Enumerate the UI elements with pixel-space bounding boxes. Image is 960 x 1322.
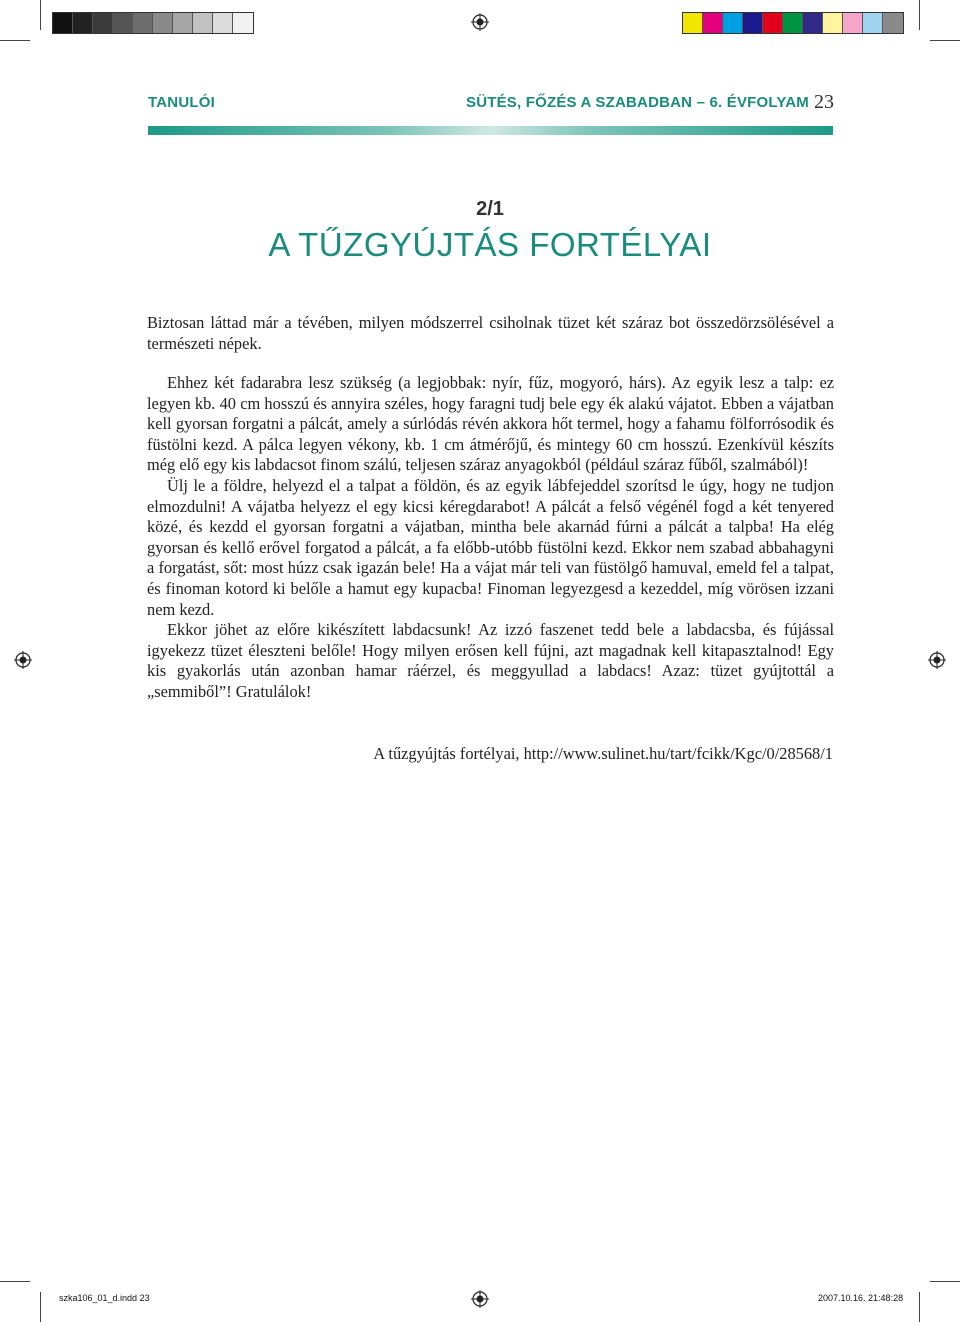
paragraph: Ülj le a földre, helyezd el a talpat a földön, és az egyik lábfejeddel szorítsd le úgy, hogy ne tudjon elmozdulni! A vájatba helyezz el egy kicsi kéregdarabot! A pálcát a felső végénél fogd a két tenyered közé, és kezdd el gyorsan forgatni a vájatban, mintha bele akarnád fúrni a pálcát a talpba! Ha elég gyorsan és kellő erővel forgatod a pálcát, a fa előbb-utóbb füstölni kezd. Ekkor nem szabad abbahagyni a forgatást, sőt: most húzz csak igazán bele! Ha a vájat már teli van füstölgő hamuval, emeld fel a talpat, és finoman kotord ki belőle a hamut egy kupacba! Finoman legyezgesd a kezeddel, míg vörösen izzani nem kezd. bbox=[147, 475, 834, 619]
color-swatch bbox=[723, 13, 743, 33]
color-swatch bbox=[233, 13, 253, 33]
color-swatch bbox=[823, 13, 843, 33]
color-swatch bbox=[803, 13, 823, 33]
color-swatch bbox=[783, 13, 803, 33]
color-swatch bbox=[73, 13, 93, 33]
page-number: 23 bbox=[814, 91, 834, 113]
crop-mark bbox=[919, 0, 920, 30]
color-swatch bbox=[113, 13, 133, 33]
color-swatch bbox=[883, 13, 903, 33]
header-label-left: TANULÓI bbox=[148, 94, 215, 111]
page-title: A TŰZGYÚJTÁS FORTÉLYAI bbox=[268, 226, 712, 263]
color-swatch bbox=[93, 13, 113, 33]
process-color-bar bbox=[682, 12, 904, 34]
crop-mark bbox=[919, 1292, 920, 1322]
color-swatch bbox=[213, 13, 233, 33]
color-swatch bbox=[193, 13, 213, 33]
timestamp-slug: 2007.10.16. 21:48:28 bbox=[818, 1293, 904, 1303]
color-swatch bbox=[843, 13, 863, 33]
section-number: 2/1 bbox=[476, 198, 504, 220]
registration-mark-icon bbox=[14, 651, 32, 669]
instructions-text bbox=[147, 373, 834, 703]
intro-paragraph bbox=[147, 313, 834, 354]
paragraph: Ehhez két fadarabra lesz szükség (a legjobbak: nyír, fűz, mogyoró, hárs). Az egyik lesz a talp: ez legyen kb. 40 cm hosszú és annyira széles, hogy faragni tudj bele egy ék alakú vájatot. Ebben a vájatban kell gyorsan forgatni a pálcát, amely a súrlódás révén akkora hőt termel, hogy a fahamu fölforrósodik és füstölni kezd. A pálca legyen vékony, kb. 1 cm átmérőjű, és mintegy 60 cm hosszú. Ezenkívül készíts még elő egy kis labdacsot finom szálú, teljesen száraz anyagokból (például száraz fűből, szalmából)! bbox=[147, 373, 834, 475]
file-slug: szka106_01_d.indd 23 bbox=[59, 1293, 150, 1303]
color-swatch bbox=[133, 13, 153, 33]
crop-mark bbox=[930, 1281, 960, 1282]
color-swatch bbox=[863, 13, 883, 33]
registration-mark-icon bbox=[471, 13, 489, 31]
header-rule bbox=[148, 126, 833, 135]
grayscale-color-bar bbox=[52, 12, 254, 34]
color-swatch bbox=[173, 13, 193, 33]
color-swatch bbox=[153, 13, 173, 33]
crop-mark bbox=[930, 40, 960, 41]
paragraph: Ekkor jöhet az előre kikészített labdacsunk! Az izzó faszenet tedd bele a labdacsba, és fújással igyekezz tüzet éleszteni belőle! Hogy milyen erősen kell fújni, azt magadnak kell kitapasztalnod! Egy kis gyakorlás után azonban hamar ráérzel, és meggyullad a labdacs! Azaz: tüzet gyújtottál a „semmiből”! Gratulálok! bbox=[147, 620, 834, 701]
crop-mark bbox=[0, 40, 30, 41]
color-swatch bbox=[743, 13, 763, 33]
color-swatch bbox=[703, 13, 723, 33]
crop-mark bbox=[0, 1281, 30, 1282]
color-swatch bbox=[683, 13, 703, 33]
registration-mark-icon bbox=[928, 651, 946, 669]
registration-mark-icon bbox=[471, 1290, 489, 1308]
source-citation: A tűzgyújtás fortélyai, http://www.sulinet.hu/tart/fcikk/Kgc/0/28568/1 bbox=[373, 744, 833, 763]
crop-mark bbox=[40, 1292, 41, 1322]
header-chapter-title: SÜTÉS, FŐZÉS A SZABADBAN – 6. ÉVFOLYAM bbox=[466, 94, 809, 111]
color-swatch bbox=[53, 13, 73, 33]
intro-text: Biztosan láttad már a tévében, milyen módszerrel csiholnak tüzet két száraz bot összedörzsölésével a természeti népek. bbox=[147, 313, 834, 353]
color-swatch bbox=[763, 13, 783, 33]
crop-mark bbox=[40, 0, 41, 30]
